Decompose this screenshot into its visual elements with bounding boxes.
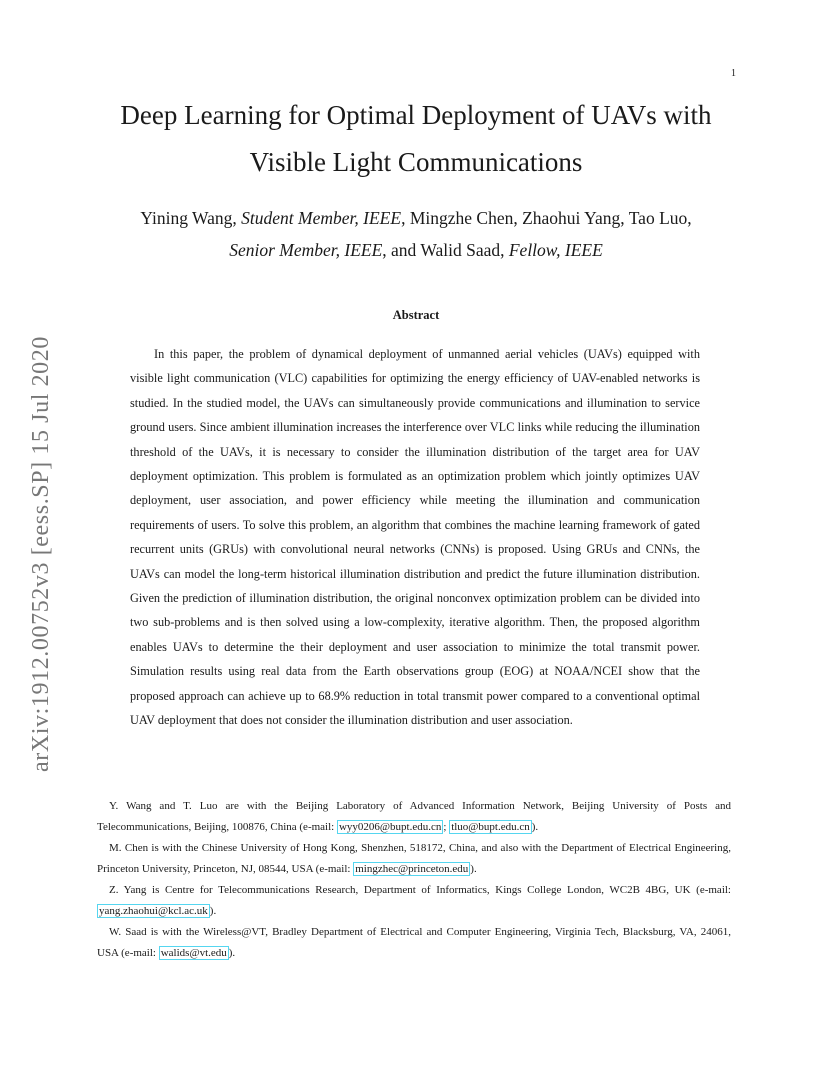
email-link-luo[interactable]: tluo@bupt.edu.cn [451,821,530,833]
footnote-end: ). [470,863,477,875]
footnote-wang-luo [97,796,731,838]
email-link-saad[interactable]: walids@vt.edu [160,947,227,959]
paper-title: Deep Learning for Optimal Deployment of UAVs with Visible Light Communications [120,100,712,177]
footnote-text: Z. Yang is Centre for Telecommunications Research, Department of Informatics, Kings College London, WC2B 4BG, UK (e-mail: [109,884,731,896]
email-link-chen[interactable]: mingzhec@princeton.edu [355,863,469,875]
footnote-text: Y. Wang and T. Luo are with the Beijing Laboratory of Advanced Information Network, Beijing University of Posts and Telecommunications, Beijing, 100876, China (e-mail: [97,800,731,833]
author-text: , Mingzhe Chen, Zhaohui Yang, Tao Luo, [401,208,692,228]
author-list [90,202,742,266]
page-number: 1 [731,68,736,79]
arxiv-identifier-stamp: arXiv:1912.00752v3 [eess.SP] 15 Jul 2020 [28,336,54,772]
abstract-heading: Abstract [392,308,440,322]
footnote-text: M. Chen is with the Chinese University of Hong Kong, Shenzhen, 518172, China, and also with the Department of Electrical Engineering, Princeton University, Princeton, NJ, 08544, USA (e-mail: [97,842,731,875]
footnote-saad [97,922,731,964]
footnote-separator: ; [443,821,450,833]
email-link-wang[interactable]: wyy0206@bupt.edu.cn [338,821,442,833]
author-role: Student Member, IEEE [241,208,402,228]
footnote-end: ). [228,947,236,959]
footnote-yang [97,880,731,922]
author-role: Senior Member, IEEE [229,240,383,260]
author-role: Fellow, IEEE [508,240,603,260]
author-text: Yining Wang, [140,208,242,228]
footnotes [97,796,731,964]
footnote-text: W. Saad is with the Wireless@VT, Bradley Department of Electrical and Computer Engineering, Virginia Tech, Blacksburg, VA, 24061, USA (e-mail: [97,926,731,959]
author-text: , and Walid Saad, [382,240,509,260]
footnote-end: ). [531,821,539,833]
abstract-body: In this paper, the problem of dynamical deployment of unmanned aerial vehicles (UAVs) equipped with visible light communication (VLC) capabilities for optimizing the energy efficiency of UAV-enabled networks is studied. In the studied model, the UAVs can simultaneously provide communications and illumination to service ground users. Since ambient illumination increases the interference over VLC links while reducing the illumination threshold of the UAVs, it is necessary to consider the illumination distribution of the target area for UAV deployment optimization. This problem is formulated as an optimization problem which jointly optimizes UAV deployment, user association, and power efficiency while meeting the illumination and communication requirements of users. To solve this problem, an algorithm that combines the machine learning framework of gated recurrent units (GRUs) with convolutional neural networks (CNNs) is proposed. Using GRUs and CNNs, the UAVs can model the long-term historical illumination distribution and predict the future illumination distribution. Given the prediction of illumination distribution, the original nonconvex optimization problem can be divided into two sub-problems and is then solved using a low-complexity, iterative algorithm. Then, the proposed algorithm enables UAVs to determine the their deployment and user association to minimize the total transmit power. Simulation results using real data from the Earth observations group (EOG) at NOAA/NCEI show that the proposed approach can achieve up to 68.9% reduction in total transmit power compared to a conventional optimal UAV deployment that does not consider the illumination distribution and user association. [130,347,700,728]
footnote-end: ). [209,905,217,917]
email-link-yang[interactable]: yang.zhaohui@kcl.ac.uk [99,905,208,917]
footnote-chen [97,838,731,880]
